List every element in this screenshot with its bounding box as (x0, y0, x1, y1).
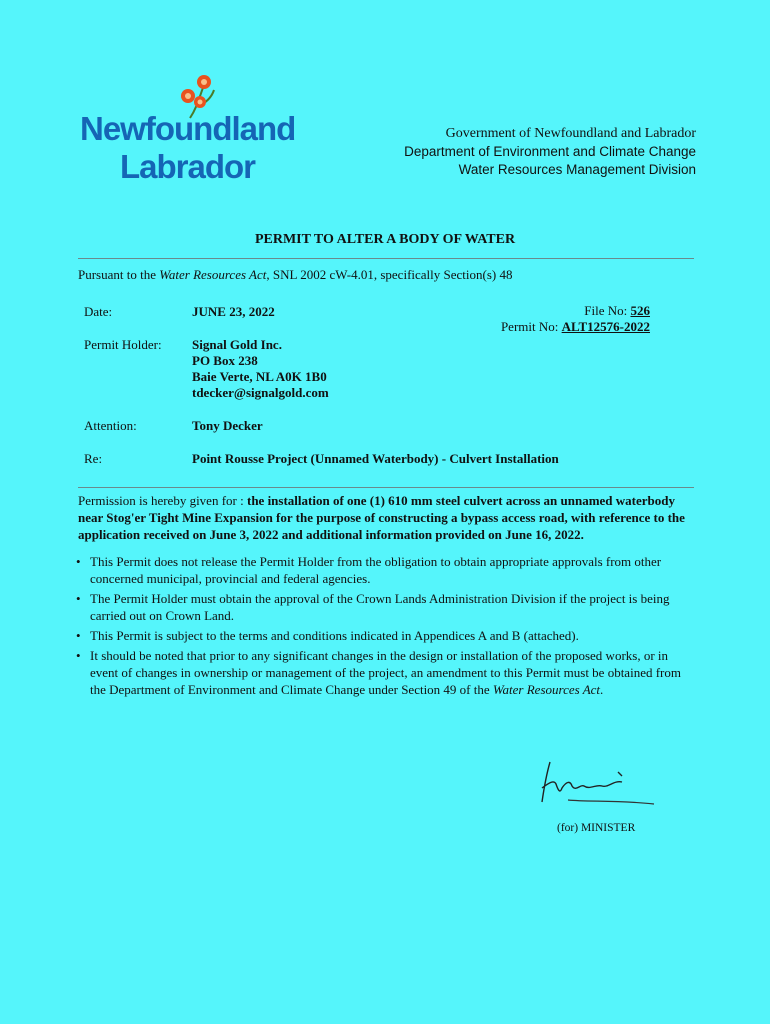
signoff: (for) MINISTER (557, 822, 636, 834)
division-name: Water Resources Management Division (458, 162, 696, 177)
divider (78, 487, 694, 488)
list-item-text: It should be noted that prior to any significant changes in the design or installation of the proposed works, or in event of changes in ownership or management of the project, an amendment to this Permit must be obtained from the Department of Environment and Climate Change under Section 49 of the (90, 648, 681, 697)
holder-email: tdecker@signalgold.com (192, 385, 329, 400)
divider (78, 258, 694, 259)
holder-name: Signal Gold Inc. (192, 337, 282, 352)
act-name: Water Resources Act (159, 267, 267, 282)
permit-holder-label: Permit Holder: (84, 337, 162, 352)
permit-no: ALT12576-2022 (561, 319, 650, 334)
date-label: Date: (84, 304, 113, 319)
file-no-label: File No: (584, 303, 631, 318)
attention-value: Tony Decker (192, 418, 263, 433)
logo-newfoundland: Newfoundland (80, 110, 296, 147)
conditions-list (74, 553, 694, 701)
pursuant-suffix: , SNL 2002 cW-4.01, specifically Section(s) 48 (266, 267, 513, 282)
permit-number-line (501, 319, 650, 335)
list-item (74, 647, 694, 698)
re-value: Point Rousse Project (Unnamed Waterbody) - Culvert Installation (192, 451, 559, 466)
date-value: JUNE 23, 2022 (192, 304, 275, 319)
permission-body: the installation of one (1) 610 mm steel culvert across an unnamed waterbody near Stog'er Tight Mine Expansion for the purpose of constructing a bypass access road, with reference to the application received on June 3, 2022 and additional information provided on June 16, 2022. (78, 493, 685, 542)
file-number-line (501, 303, 650, 319)
permission-paragraph (78, 492, 694, 543)
government-name: Government of Newfoundland and Labrador (445, 126, 696, 141)
holder-address-2: Baie Verte, NL A0K 1B0 (192, 369, 327, 384)
file-no: 526 (630, 303, 650, 318)
attention-label: Attention: (84, 418, 137, 433)
act-name: Water Resources Act (492, 682, 601, 697)
page-title: PERMIT TO ALTER A BODY OF WATER (254, 232, 516, 247)
letterhead (404, 125, 696, 179)
government-logo (80, 72, 296, 190)
list-item-end: . (600, 682, 604, 697)
permit-holder-block (192, 337, 329, 401)
permit-no-label: Permit No: (500, 319, 562, 334)
list-item: • The Permit Holder must obtain the approval of the Crown Lands Administration Division if the project is being carried out on Crown Land. (74, 590, 694, 624)
pursuant-prefix: Pursuant to the (78, 267, 160, 282)
signature-image (538, 758, 658, 814)
pursuant-line (78, 267, 512, 283)
list-item: • This Permit does not release the Permit Holder from the obligation to obtain appropriate approvals from other concerned municipal, provincial and federal agencies. (74, 553, 694, 587)
re-label: Re: (84, 451, 103, 466)
file-info (501, 303, 650, 335)
logo-labrador: Labrador (120, 148, 256, 185)
list-item: • This Permit is subject to the terms and conditions indicated in Appendices A and B (attached). (74, 627, 694, 644)
permission-prefix: Permission is hereby given for : (78, 493, 247, 508)
holder-address-1: PO Box 238 (192, 353, 258, 368)
department-name: Department of Environment and Climate Change (404, 144, 696, 159)
